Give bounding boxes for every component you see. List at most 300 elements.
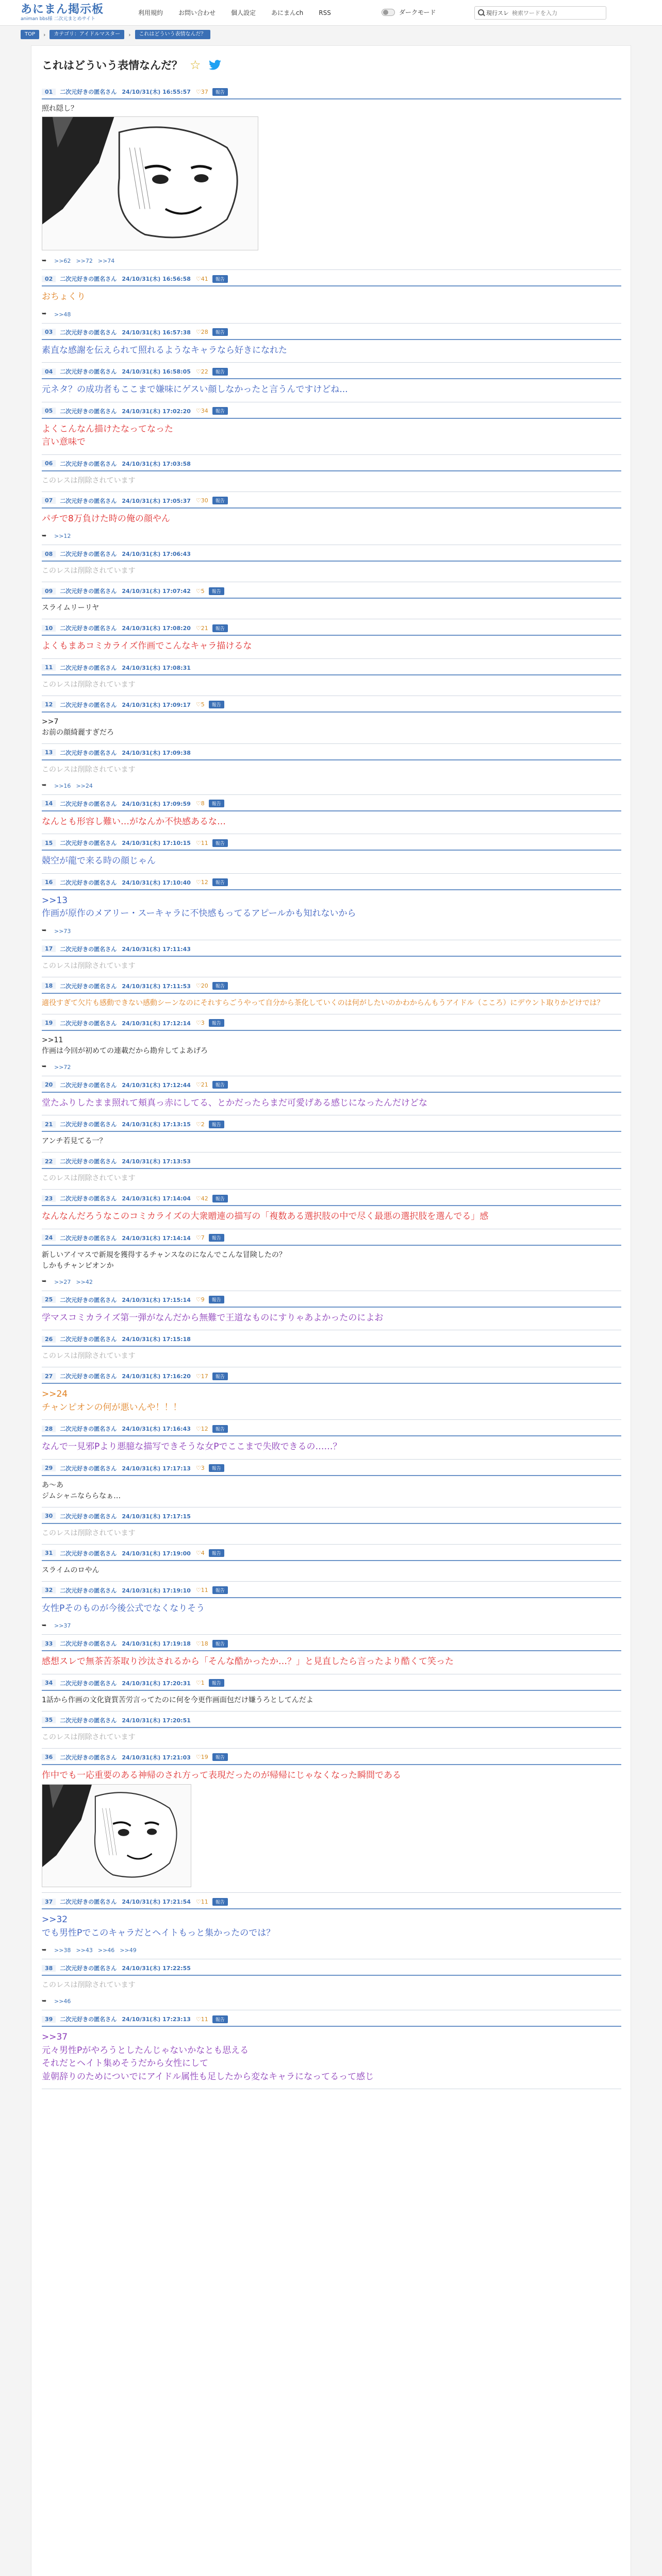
dark-mode-toggle[interactable]	[382, 8, 436, 16]
post-divider	[42, 1383, 621, 1384]
post-number[interactable]: 15	[42, 840, 56, 846]
toggle-switch-icon[interactable]	[382, 9, 395, 16]
like-count[interactable]: ♡ 11	[196, 1587, 208, 1594]
post-author: 二次元好きの匿名さん	[60, 1081, 117, 1089]
like-count[interactable]: ♡ 7	[196, 1234, 205, 1241]
post-header	[42, 878, 621, 887]
nav-rss[interactable]: RSS	[319, 9, 331, 16]
post-author: 二次元好きの匿名さん	[60, 1640, 117, 1647]
post-divider	[42, 1597, 621, 1598]
post-divider	[42, 339, 621, 340]
post-item	[42, 874, 621, 940]
reply-ref-link[interactable]: >>43	[76, 1947, 93, 1954]
post-author: 二次元好きの匿名さん	[60, 408, 117, 415]
post-author: 二次元好きの匿名さん	[60, 1965, 117, 1972]
thread-container	[31, 45, 631, 2576]
post-list	[42, 83, 621, 2089]
post-number[interactable]: 06	[42, 460, 56, 467]
post-item	[42, 1076, 621, 1116]
like-count[interactable]: ♡ 3	[196, 1465, 205, 1471]
breadcrumb-category[interactable]: カテゴリ：アイドルマスター	[49, 30, 124, 39]
twitter-bird-icon[interactable]	[208, 58, 222, 72]
post-item	[42, 1711, 621, 1749]
post-date: 24/10/31(木) 17:21:03	[122, 1754, 191, 1761]
post-number[interactable]: 17	[42, 945, 56, 952]
like-count[interactable]: ♡ 11	[196, 2016, 208, 2023]
post-number[interactable]: 39	[42, 2016, 56, 2023]
post-body: >>32 でも男性Pでこのキャラだとヘイトもっと集かったのでは？	[42, 1914, 275, 1938]
post-body: このレスは削除されています	[42, 1529, 136, 1537]
post-author: 二次元好きの匿名さん	[60, 664, 117, 671]
post-author: 二次元好きの匿名さん	[60, 749, 117, 756]
post-header	[42, 944, 621, 954]
like-count[interactable]: ♡ 21	[196, 625, 208, 632]
post-header	[42, 1194, 621, 1203]
post-body: >>13 作画が原作のメアリー・スーキャラに不快感もってるアピールかも知れないから	[42, 895, 356, 919]
post-date: 24/10/31(木) 17:23:13	[122, 2016, 191, 2023]
post-header	[42, 459, 621, 468]
like-count[interactable]: ♡ 21	[196, 1081, 208, 1088]
post-item	[42, 1959, 621, 2010]
post-author: 二次元好きの匿名さん	[60, 1121, 117, 1128]
post-body: よくもまあコミカライズ作画でこんなキャラ描けるな	[42, 641, 252, 651]
like-count[interactable]: ♡ 18	[196, 1640, 208, 1647]
reply-refs	[42, 928, 621, 935]
report-button[interactable]: 報告	[209, 1296, 224, 1303]
post-divider	[42, 1560, 621, 1561]
post-divider	[42, 1650, 621, 1651]
like-count[interactable]: ♡ 5	[196, 588, 205, 595]
post-number[interactable]: 02	[42, 276, 56, 282]
post-number[interactable]: 37	[42, 1899, 56, 1905]
global-nav	[138, 9, 346, 17]
like-count[interactable]: ♡ 11	[196, 1899, 208, 1905]
post-body: >>7 お前の顔綺麗すぎだろ	[42, 717, 114, 737]
post-header	[42, 1549, 621, 1558]
post-body: あ～あ ジムシャニなららなぁ…	[42, 1481, 121, 1500]
post-item	[42, 2010, 621, 2089]
report-button[interactable]: 報告	[209, 800, 224, 807]
site-header	[0, 0, 662, 26]
report-button[interactable]: 報告	[212, 1372, 228, 1380]
post-author: 二次元好きの匿名さん	[60, 551, 117, 557]
post-date: 24/10/31(木) 17:13:53	[122, 1158, 191, 1165]
post-item	[42, 363, 621, 402]
post-number[interactable]: 11	[42, 664, 56, 671]
post-header	[42, 1334, 621, 1344]
post-author: 二次元好きの匿名さん	[60, 2016, 117, 2023]
post-date: 24/10/31(木) 17:02:20	[122, 408, 191, 415]
post-item	[42, 834, 621, 874]
post-item	[42, 1014, 621, 1076]
post-header	[42, 623, 621, 633]
post-number[interactable]: 26	[42, 1336, 56, 1343]
post-header	[42, 2014, 621, 2024]
post-body: このレスは削除されています	[42, 567, 136, 575]
post-body: 堂たふりしたまま照れて頬真っ赤にしてる、とかだったらまだ可愛げある感じになったんだけどな	[42, 1097, 427, 1108]
post-number[interactable]: 33	[42, 1640, 56, 1647]
post-body: 女性Pそのものが今後公式でなくなりそう	[42, 1603, 205, 1614]
post-author: 二次元好きの匿名さん	[60, 329, 117, 336]
post-number[interactable]: 13	[42, 749, 56, 756]
post-divider	[42, 1908, 621, 1909]
post-author: 二次元好きの匿名さん	[60, 800, 117, 807]
post-item	[42, 324, 621, 363]
post-header	[42, 1019, 621, 1028]
post-number[interactable]: 25	[42, 1296, 56, 1303]
post-item	[42, 492, 621, 546]
like-count[interactable]: ♡ 19	[196, 1754, 208, 1760]
post-date: 24/10/31(木) 17:10:40	[122, 879, 191, 886]
post-item	[42, 696, 621, 744]
post-header	[42, 1120, 621, 1129]
reply-ref-link[interactable]: >>38	[54, 1947, 71, 1954]
like-count[interactable]: ♡ 5	[196, 701, 205, 708]
post-date: 24/10/31(木) 17:16:20	[122, 1373, 191, 1380]
post-number[interactable]: 34	[42, 1680, 56, 1686]
post-divider	[42, 1205, 621, 1206]
reply-refs	[42, 533, 621, 539]
post-number[interactable]: 08	[42, 551, 56, 557]
post-date: 24/10/31(木) 17:15:14	[122, 1296, 191, 1303]
post-date: 24/10/31(木) 17:09:17	[122, 701, 191, 708]
star-icon[interactable]: ☆	[190, 58, 201, 72]
like-count[interactable]: ♡ 2	[196, 1121, 205, 1128]
like-count[interactable]: ♡ 9	[196, 1296, 205, 1303]
post-header	[42, 1586, 621, 1595]
post-item	[42, 1582, 621, 1635]
like-count[interactable]: ♡ 20	[196, 982, 208, 989]
post-body: このレスは削除されています	[42, 1352, 136, 1360]
post-author: 二次元好きの匿名さん	[60, 368, 117, 375]
post-date: 24/10/31(木) 17:06:43	[122, 551, 191, 557]
post-number[interactable]: 19	[42, 1020, 56, 1026]
post-item	[42, 619, 621, 659]
post-date: 24/10/31(木) 17:09:38	[122, 749, 191, 756]
search-input[interactable]	[512, 10, 594, 16]
post-header	[42, 1080, 621, 1090]
manga-panel-image[interactable]	[42, 116, 258, 250]
post-header	[42, 1371, 621, 1381]
post-date: 24/10/31(木) 16:58:05	[122, 368, 191, 375]
report-button[interactable]: 報告	[212, 982, 228, 990]
post-number[interactable]: 30	[42, 1513, 56, 1519]
post-number[interactable]: 31	[42, 1550, 56, 1556]
post-number[interactable]: 14	[42, 800, 56, 807]
post-body: このレスは削除されています	[42, 765, 136, 774]
report-button[interactable]: 報告	[212, 1425, 228, 1433]
post-item	[42, 1507, 621, 1545]
post-number[interactable]: 07	[42, 497, 56, 504]
post-author: 二次元好きの匿名さん	[60, 276, 117, 282]
breadcrumb-separator: ›	[43, 31, 46, 38]
like-count[interactable]: ♡ 41	[196, 276, 208, 282]
post-author: 二次元好きの匿名さん	[60, 945, 117, 953]
post-divider	[42, 1727, 621, 1728]
post-divider	[42, 1030, 621, 1031]
post-header	[42, 663, 621, 672]
post-number[interactable]: 09	[42, 588, 56, 595]
post-number[interactable]: 29	[42, 1465, 56, 1471]
reply-refs	[42, 1622, 621, 1629]
post-number[interactable]: 24	[42, 1234, 56, 1241]
post-divider	[42, 1523, 621, 1524]
reply-ref-link[interactable]: >>37	[54, 1622, 71, 1629]
post-number[interactable]: 22	[42, 1158, 56, 1165]
search-icon[interactable]	[475, 7, 486, 19]
post-number[interactable]: 18	[42, 982, 56, 989]
post-author: 二次元好きの匿名さん	[60, 1296, 117, 1303]
report-button[interactable]: 報告	[209, 1464, 224, 1472]
post-author: 二次元好きの匿名さん	[60, 1373, 117, 1380]
post-divider	[42, 1346, 621, 1347]
reply-ref-link[interactable]: >>24	[76, 782, 93, 789]
post-date: 24/10/31(木) 17:16:43	[122, 1426, 191, 1432]
post-number[interactable]: 05	[42, 408, 56, 414]
reply-arrow-icon	[42, 1999, 49, 2004]
post-item	[42, 545, 621, 582]
site-logo[interactable]	[21, 3, 108, 22]
like-count[interactable]: ♡ 12	[196, 1426, 208, 1432]
reply-ref-link[interactable]: >>48	[54, 311, 71, 318]
report-button[interactable]: 報告	[209, 1234, 224, 1242]
reply-arrow-icon	[42, 259, 49, 264]
reply-ref-link[interactable]: >>72	[54, 1063, 71, 1071]
report-button[interactable]: 報告	[212, 1081, 228, 1089]
post-number[interactable]: 10	[42, 625, 56, 632]
post-body: よくこんなん描けたなってなった 言い意味で	[42, 423, 173, 447]
report-button[interactable]: 報告	[212, 624, 228, 632]
like-count[interactable]: ♡ 1	[196, 1680, 205, 1686]
post-body: アンチ若見てる一？	[42, 1137, 107, 1145]
post-divider	[42, 1435, 621, 1436]
post-number[interactable]: 03	[42, 329, 56, 335]
post-number[interactable]: 04	[42, 368, 56, 375]
like-count[interactable]: ♡ 3	[196, 1020, 205, 1026]
post-date: 24/10/31(木) 17:07:42	[122, 588, 191, 595]
post-number[interactable]: 21	[42, 1121, 56, 1128]
post-item	[42, 83, 621, 270]
post-body: 作中でも一応重要のある神帰のされ方って表現だったのが帰帰にじゃなくなった瞬間である	[42, 1770, 401, 1781]
post-number[interactable]: 27	[42, 1373, 56, 1380]
post-number[interactable]: 32	[42, 1587, 56, 1594]
post-divider	[42, 1975, 621, 1976]
post-divider	[42, 1764, 621, 1765]
report-button[interactable]: 報告	[209, 1121, 224, 1128]
post-header	[42, 586, 621, 596]
like-count[interactable]: ♡ 17	[196, 1373, 208, 1380]
report-button[interactable]: 報告	[212, 1195, 228, 1202]
idol-portrait-image[interactable]	[42, 1784, 191, 1887]
post-item	[42, 1291, 621, 1331]
nav-contact[interactable]: お問い合わせ	[178, 9, 216, 16]
reply-refs	[42, 1064, 621, 1071]
post-date: 24/10/31(木) 17:12:14	[122, 1020, 191, 1027]
post-number[interactable]: 28	[42, 1426, 56, 1432]
post-number[interactable]: 38	[42, 1965, 56, 1972]
post-item	[42, 1545, 621, 1582]
reply-ref-link[interactable]: >>49	[120, 1947, 137, 1954]
post-header	[42, 1897, 621, 1906]
post-item	[42, 270, 621, 324]
post-divider	[42, 711, 621, 713]
like-count[interactable]: ♡ 28	[196, 329, 208, 335]
post-header	[42, 1512, 621, 1521]
like-count[interactable]: ♡ 12	[196, 879, 208, 886]
post-header	[42, 1963, 621, 1973]
post-author: 二次元好きの匿名さん	[60, 1426, 117, 1432]
post-item	[42, 977, 621, 1014]
report-button[interactable]: 報告	[212, 407, 228, 415]
reply-refs	[42, 258, 621, 264]
post-number[interactable]: 12	[42, 701, 56, 708]
report-button[interactable]: 報告	[212, 878, 228, 886]
reply-arrow-icon	[42, 534, 49, 539]
post-author: 二次元好きの匿名さん	[60, 1336, 117, 1343]
report-button[interactable]: 報告	[209, 587, 224, 595]
post-divider	[42, 1307, 621, 1308]
reply-ref-link[interactable]: >>62	[54, 258, 71, 264]
report-button[interactable]: 報告	[212, 2015, 228, 2023]
post-date: 24/10/31(木) 17:14:04	[122, 1195, 191, 1202]
report-button[interactable]: 報告	[212, 1640, 228, 1648]
report-button[interactable]: 報告	[209, 1019, 224, 1027]
post-divider	[42, 1245, 621, 1246]
like-count[interactable]: ♡ 8	[196, 800, 205, 807]
post-date: 24/10/31(木) 17:19:00	[122, 1550, 191, 1557]
post-body: 学マスコミカライズ第一弾がなんだから無難で王道なものにすりゃあよかったのによお	[42, 1312, 384, 1323]
post-divider	[42, 285, 621, 286]
post-item	[42, 744, 621, 795]
breadcrumb-thread[interactable]: これはどういう表情なんだ？	[135, 30, 210, 39]
post-date: 24/10/31(木) 16:55:57	[122, 89, 191, 95]
like-count[interactable]: ♡ 42	[196, 1195, 208, 1202]
report-button[interactable]: 報告	[212, 1898, 228, 1906]
report-button[interactable]: 報告	[209, 1549, 224, 1557]
post-header	[42, 1639, 621, 1648]
post-item	[42, 1153, 621, 1190]
report-button[interactable]: 報告	[212, 275, 228, 283]
breadcrumb-separator: ›	[128, 31, 131, 38]
breadcrumb-top[interactable]: TOP	[21, 30, 39, 39]
post-body: パチで8万負けた時の俺の顔やん	[42, 513, 170, 524]
post-number[interactable]: 01	[42, 89, 56, 95]
post-author: 二次元好きの匿名さん	[60, 840, 117, 846]
post-body: 照れ隠し？	[42, 105, 78, 113]
post-header	[42, 1716, 621, 1725]
reply-ref-link[interactable]: >>46	[97, 1947, 115, 1954]
post-item	[42, 1330, 621, 1367]
post-date: 24/10/31(木) 16:57:38	[122, 329, 191, 336]
post-date: 24/10/31(木) 17:08:20	[122, 625, 191, 632]
reply-ref-link[interactable]: >>73	[54, 927, 71, 935]
post-number[interactable]: 23	[42, 1195, 56, 1202]
post-date: 24/10/31(木) 17:13:15	[122, 1121, 191, 1128]
post-header	[42, 406, 621, 416]
post-item	[42, 1749, 621, 1893]
nav-animanch[interactable]: あにまんch	[271, 9, 304, 16]
reply-refs	[42, 311, 621, 318]
report-button[interactable]: 報告	[212, 368, 228, 376]
search-scope[interactable]: 現行スレ	[486, 10, 509, 16]
post-author: 二次元好きの匿名さん	[60, 1020, 117, 1027]
post-item	[42, 940, 621, 977]
report-button[interactable]: 報告	[212, 328, 228, 336]
post-author: 二次元好きの匿名さん	[60, 1550, 117, 1557]
post-author: 二次元好きの匿名さん	[60, 460, 117, 467]
post-item	[42, 402, 621, 455]
post-date: 24/10/31(木) 17:05:37	[122, 497, 191, 504]
reply-arrow-icon	[42, 1948, 49, 1953]
reply-ref-link[interactable]: >>12	[54, 533, 71, 539]
reply-ref-link[interactable]: >>72	[76, 258, 93, 264]
post-divider	[42, 98, 621, 99]
report-button[interactable]: 報告	[209, 1679, 224, 1687]
report-button[interactable]: 報告	[212, 839, 228, 847]
post-body: 競空が龍で来る時の顔じゃん	[42, 856, 156, 866]
post-divider	[42, 2026, 621, 2027]
nav-terms[interactable]: 利用規約	[138, 9, 163, 16]
post-item	[42, 1229, 621, 1291]
post-date: 24/10/31(木) 17:10:15	[122, 840, 191, 846]
post-number[interactable]: 35	[42, 1717, 56, 1723]
post-date: 24/10/31(木) 17:20:51	[122, 1717, 191, 1724]
reply-refs	[42, 1947, 621, 1954]
like-count[interactable]: ♡ 30	[196, 497, 208, 504]
post-divider	[42, 993, 621, 994]
post-divider	[42, 418, 621, 419]
post-divider	[42, 759, 621, 760]
report-button[interactable]: 報告	[212, 1586, 228, 1594]
nav-settings[interactable]: 個人設定	[231, 9, 256, 16]
post-divider	[42, 956, 621, 957]
post-number[interactable]: 20	[42, 1081, 56, 1088]
post-number[interactable]: 16	[42, 879, 56, 886]
post-header	[42, 1157, 621, 1166]
post-header	[42, 274, 621, 283]
report-button[interactable]: 報告	[209, 701, 224, 708]
post-header	[42, 1233, 621, 1243]
post-date: 24/10/31(木) 17:22:55	[122, 1965, 191, 1972]
post-date: 24/10/31(木) 17:19:18	[122, 1640, 191, 1647]
report-button[interactable]: 報告	[212, 88, 228, 96]
post-author: 二次元好きの匿名さん	[60, 1195, 117, 1202]
post-divider	[42, 810, 621, 811]
reply-ref-link[interactable]: >>42	[76, 1278, 93, 1285]
like-count[interactable]: ♡ 11	[196, 840, 208, 846]
like-count[interactable]: ♡ 37	[196, 89, 208, 95]
reply-ref-link[interactable]: >>46	[54, 1998, 71, 2005]
post-body: 新しいアイマスで新規を獲得するチャンスなのになんでこんな冒険したの？ しかもチャンピオンか	[42, 1250, 286, 1270]
like-count[interactable]: ♡ 34	[196, 408, 208, 414]
reply-ref-link[interactable]: >>16	[54, 782, 71, 789]
post-number[interactable]: 36	[42, 1754, 56, 1760]
report-button[interactable]: 報告	[212, 497, 228, 504]
post-date: 24/10/31(木) 17:17:15	[122, 1513, 191, 1520]
post-item	[42, 795, 621, 835]
post-body: このレスは削除されています	[42, 680, 136, 689]
report-button[interactable]: 報告	[212, 1753, 228, 1761]
reply-ref-link[interactable]: >>27	[54, 1278, 71, 1285]
reply-arrow-icon	[42, 312, 49, 317]
like-count[interactable]: ♡ 4	[196, 1550, 205, 1556]
reply-ref-link[interactable]: >>74	[97, 258, 115, 264]
like-count[interactable]: ♡ 22	[196, 368, 208, 375]
post-date: 24/10/31(木) 17:17:13	[122, 1465, 191, 1472]
post-body: >>24 チャンピオンの何が悪いんや！！！	[42, 1389, 182, 1413]
search-box	[474, 6, 606, 20]
logo-title: あにまん掲示板	[21, 3, 104, 16]
